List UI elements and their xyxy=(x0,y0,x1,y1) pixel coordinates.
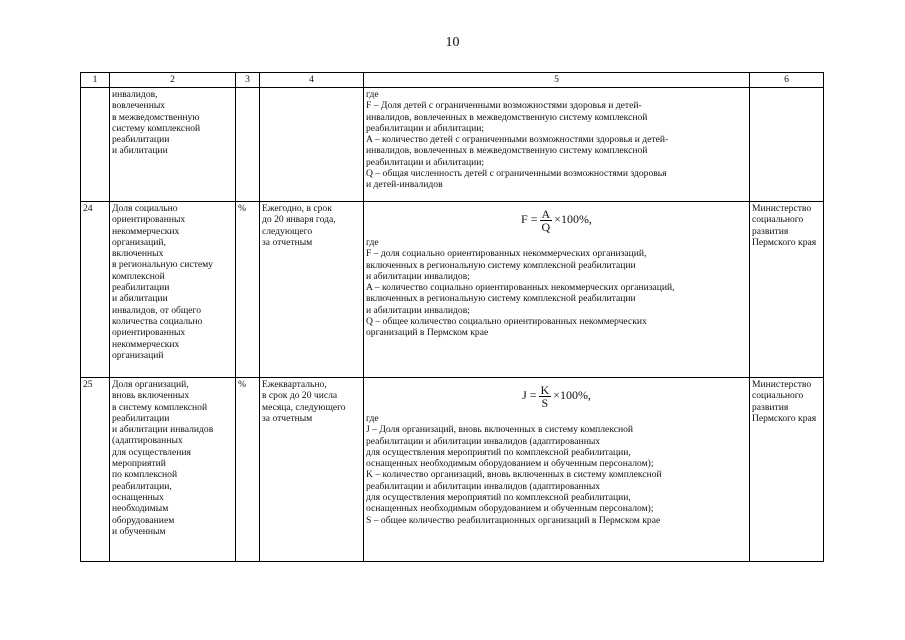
indicator-line: некоммерческих xyxy=(112,338,180,350)
indicator-line: инвалидов, xyxy=(112,89,158,100)
responsible-line: Пермского края xyxy=(752,236,817,248)
indicator-line: в систему комплексной xyxy=(112,401,208,413)
method-text xyxy=(366,237,747,339)
indicator-line: Доля организаций, xyxy=(112,379,189,390)
indicator-line: комплексной xyxy=(112,270,165,282)
unit-cell xyxy=(236,88,260,202)
indicators-table xyxy=(80,72,824,562)
method-cell xyxy=(364,202,750,378)
unit-cell: % xyxy=(236,202,260,378)
formula xyxy=(366,379,747,413)
method-cell xyxy=(364,378,750,562)
method-line: Q – общая численность детей с ограниченными возможностями здоровья xyxy=(366,168,667,180)
method-line: и абилитации инвалидов; xyxy=(366,270,470,282)
indicator-line: систему комплексной xyxy=(112,122,201,134)
formula-rhs: ×100%, xyxy=(553,388,591,403)
method-text xyxy=(366,413,747,526)
period-line: за отчетным xyxy=(262,236,313,248)
indicator-name-cell xyxy=(110,88,236,202)
period-line: месяца, следующего xyxy=(262,401,346,413)
column-number-cell: 3 xyxy=(236,73,260,88)
responsible-line: развития xyxy=(752,225,789,237)
indicator-line: для осуществления xyxy=(112,446,191,458)
indicator-line: организаций xyxy=(112,349,164,361)
responsible-line: Министерство xyxy=(752,203,812,214)
formula-numerator: K xyxy=(540,382,550,397)
table-row xyxy=(81,88,824,202)
column-number-cell: 5 xyxy=(364,73,750,88)
method-cell xyxy=(364,88,750,202)
indicator-line: и абилитации инвалидов xyxy=(112,424,214,436)
responsible-cell xyxy=(750,202,824,378)
method-line: где xyxy=(366,237,379,248)
method-line: S – общее количество реабилитационных организаций в Пермском крае xyxy=(366,514,661,526)
indicator-line: ориентированных xyxy=(112,327,186,339)
formula-fraction xyxy=(539,384,552,409)
method-line: A – количество социально ориентированных некоммерческих организаций, xyxy=(366,282,675,294)
responsible-cell xyxy=(750,88,824,202)
indicator-line: Доля социально xyxy=(112,203,178,214)
period-line: в срок до 20 числа xyxy=(262,390,338,402)
formula-denominator: S xyxy=(541,395,549,410)
indicator-line: необходимым xyxy=(112,503,169,515)
indicator-line: количества социально xyxy=(112,315,203,327)
formula-rhs: ×100%, xyxy=(554,212,592,227)
responsible-line: Пермского края xyxy=(752,412,817,424)
indicator-line: оборудованием xyxy=(112,514,175,526)
indicator-line: включенных xyxy=(112,248,164,260)
method-line: A – количество детей с ограниченными возможностями здоровья и детей- xyxy=(366,134,669,146)
method-line: инвалидов, вовлеченных в межведомственную систему комплексной xyxy=(366,111,648,123)
indicator-line: в региональную систему xyxy=(112,259,213,271)
period-cell xyxy=(260,378,364,562)
indicator-line: реабилитации, xyxy=(112,480,172,492)
indicator-line: и абилитации xyxy=(112,293,168,305)
method-line: F – Доля детей с ограниченными возможностями здоровья и детей- xyxy=(366,100,642,112)
period-line: следующего xyxy=(262,225,313,237)
method-line: организаций в Пермском крае xyxy=(366,327,489,339)
responsible-line: Министерство xyxy=(752,379,812,390)
column-number-cell: 4 xyxy=(260,73,364,88)
unit-cell: % xyxy=(236,378,260,562)
formula-numerator: A xyxy=(541,206,551,221)
page-number: 10 xyxy=(445,35,460,50)
method-line: реабилитации и абилитации; xyxy=(366,122,485,134)
method-line: реабилитации и абилитации; xyxy=(366,156,485,168)
indicator-line: реабилитации xyxy=(112,134,170,146)
period-line: до 20 января года, xyxy=(262,214,336,226)
period-cell xyxy=(260,88,364,202)
method-line: включенных в региональную систему комплексной реабилитации xyxy=(366,259,636,271)
indicator-line: мероприятий xyxy=(112,458,166,470)
row-number-cell: 24 xyxy=(81,202,110,378)
row-number-cell: 25 xyxy=(81,378,110,562)
period-line: за отчетным xyxy=(262,412,313,424)
indicator-line: по комплексной xyxy=(112,469,178,481)
table-row xyxy=(81,378,824,562)
responsible-line: социального xyxy=(752,214,804,226)
method-line: где xyxy=(366,413,379,424)
method-line: для осуществления мероприятий по комплексной реабилитации, xyxy=(366,492,631,504)
table-row xyxy=(81,202,824,378)
indicator-line: ориентированных xyxy=(112,214,186,226)
indicator-line: (адаптированных xyxy=(112,435,183,447)
indicator-line: и абилитации xyxy=(112,145,168,157)
formula-lhs: J = xyxy=(522,388,537,403)
indicator-name-cell xyxy=(110,378,236,562)
method-line: и детей-инвалидов xyxy=(366,179,443,191)
method-line: реабилитации и абилитации инвалидов (адаптированных xyxy=(366,480,601,492)
indicator-line: некоммерческих xyxy=(112,225,180,237)
column-number-cell: 6 xyxy=(750,73,824,88)
method-line: Q – общее количество социально ориентированных некоммерческих xyxy=(366,316,647,328)
method-line: K – количество организаций, вновь включенных в систему комплексной xyxy=(366,469,662,481)
indicator-line: вновь включенных xyxy=(112,390,190,402)
responsible-line: развития xyxy=(752,401,789,413)
table-header-row xyxy=(81,73,824,88)
indicator-line: вовлеченных xyxy=(112,100,166,112)
indicator-line: в межведомственную xyxy=(112,111,200,123)
indicator-line: организаций, xyxy=(112,236,166,248)
formula xyxy=(366,203,747,237)
indicator-line: инвалидов, от общего xyxy=(112,304,202,316)
formula-lhs: F = xyxy=(521,212,538,227)
row-number-cell xyxy=(81,88,110,202)
method-line: реабилитации и абилитации инвалидов (адаптированных xyxy=(366,435,601,447)
method-line: где xyxy=(366,89,379,100)
method-line: инвалидов, вовлеченных в межведомственную систему комплексной xyxy=(366,145,648,157)
column-number-cell: 1 xyxy=(81,73,110,88)
method-line: F – доля социально ориентированных некоммерческих организаций, xyxy=(366,248,647,260)
method-line: оснащенных необходимым оборудованием и обученным персоналом); xyxy=(366,503,654,515)
column-number-cell: 2 xyxy=(110,73,236,88)
indicator-line: реабилитации xyxy=(112,282,170,294)
indicator-line: и обученным xyxy=(112,525,166,537)
method-line: J – Доля организаций, вновь включенных в систему комплексной xyxy=(366,424,634,436)
period-line: Ежегодно, в срок xyxy=(262,203,332,214)
indicator-line: реабилитации xyxy=(112,412,170,424)
responsible-line: социального xyxy=(752,390,804,402)
period-cell xyxy=(260,202,364,378)
responsible-cell xyxy=(750,378,824,562)
indicator-line: оснащенных xyxy=(112,491,164,503)
method-line: включенных в региональную систему комплексной реабилитации xyxy=(366,293,636,305)
method-line: и абилитации инвалидов; xyxy=(366,304,470,316)
method-line: оснащенных необходимым оборудованием и обученным персоналом); xyxy=(366,458,654,470)
formula-fraction xyxy=(540,208,553,233)
indicator-name-cell xyxy=(110,202,236,378)
method-line: для осуществления мероприятий по комплексной реабилитации, xyxy=(366,446,631,458)
period-line: Ежеквартально, xyxy=(262,379,327,390)
formula-denominator: Q xyxy=(541,219,551,234)
